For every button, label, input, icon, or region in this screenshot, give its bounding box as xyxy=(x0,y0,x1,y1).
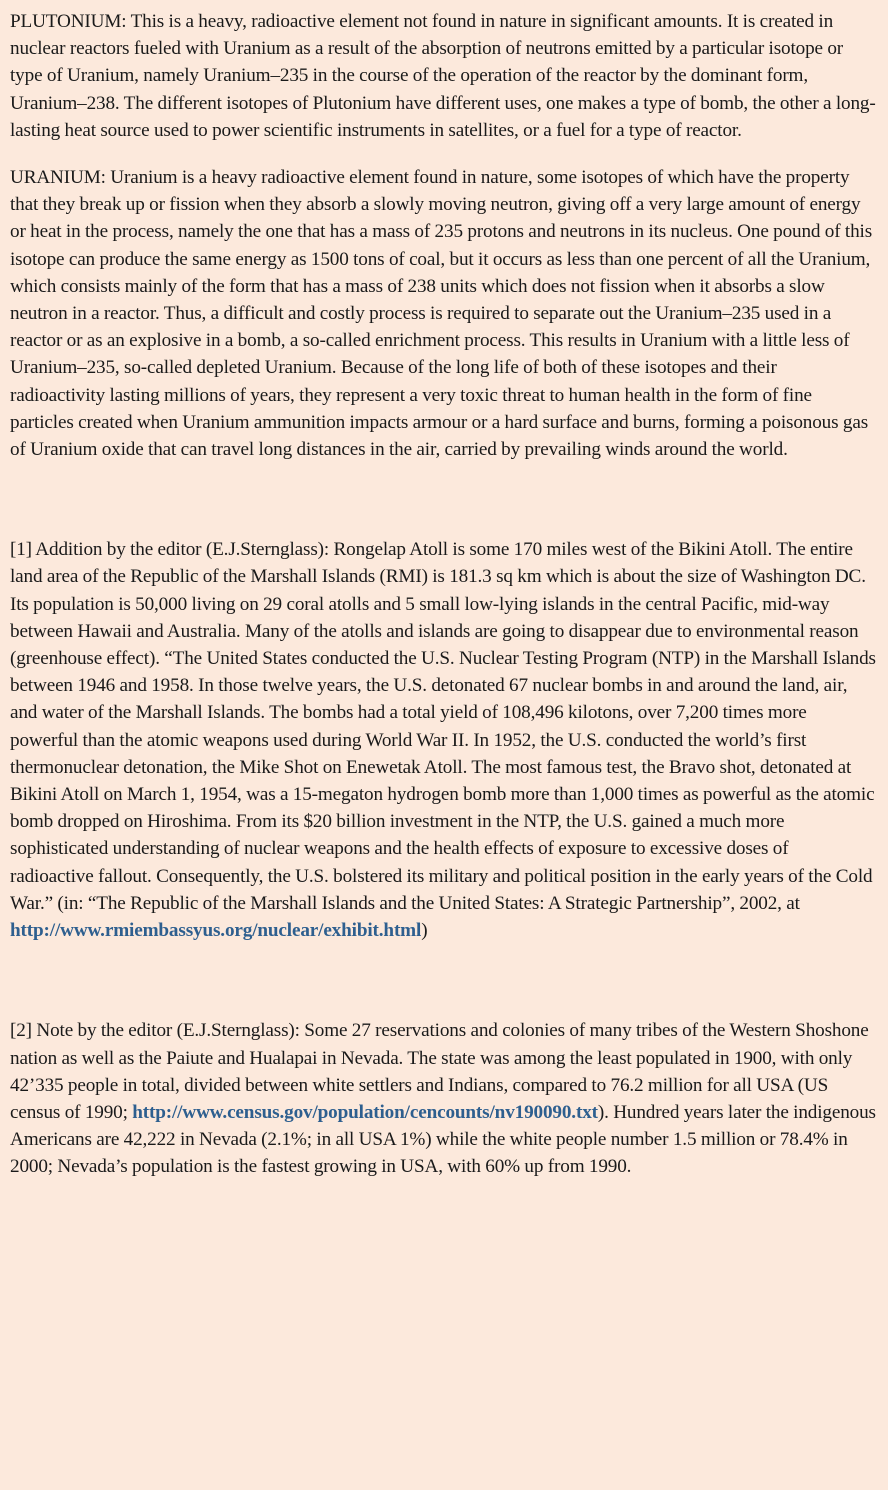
paragraph-plutonium: PLUTONIUM: This is a heavy, radioactive element not found in nature in significant amounts. It is created in nuclear reactors fueled with Uranium as a result of the absorption of neutrons emitted by a particular isotope or type of Uranium, namely Uranium–235 in the course of the operation of the reactor by the dominant form, Uranium–238. The different isotopes of Plutonium have different uses, one makes a type of bomb, the other a long-lasting heat source used to power scientific instruments in satellites, or a fuel for a type of reactor. xyxy=(10,11,876,141)
footnote-1-tail: ) xyxy=(421,920,428,942)
footnote-1 xyxy=(10,536,876,944)
footnote-1-link[interactable]: http://www.rmiembassyus.org/nuclear/exhibit.html xyxy=(10,920,422,942)
footnote-1-text: [1] Addition by the editor (E.J.Sternglass): Rongelap Atoll is some 170 miles west of the Bikini Atoll. The entire land area of the Republic of the Marshall Islands (RMI) is 181.3 sq km which is about the size of Washington DC. Its population is 50,000 living on 29 coral atolls and 5 small low-lying islands in the central Pacific, mid-way between Hawaii and Australia. Many of the atolls and islands are going to disappear due to environmental reason (greenhouse effect). “The United States conducted the U.S. Nuclear Testing Program (NTP) in the Marshall Islands between 1946 and 1958. In those twelve years, the U.S. detonated 67 nuclear bombs in and around the land, air, and water of the Marshall Islands. The bombs had a total yield of 108,496 kilotons, over 7,200 times more powerful than the atomic weapons used during World War II. In 1952, the U.S. conducted the world’s first thermonuclear detonation, the Mike Shot on Enewetak Atoll. The most famous test, the Bravo shot, detonated at Bikini Atoll on March 1, 1954, was a 15-megaton hydrogen bomb more than 1,000 times as powerful as the atomic bomb dropped on Hiroshima. From its $20 billion investment in the NTP, the U.S. gained a much more sophisticated understanding of nuclear weapons and the health effects of exposure to excessive doses of radioactive fallout. Consequently, the U.S. bolstered its military and political position in the early years of the Cold War.” (in: “The Republic of the Marshall Islands and the United States: A Strategic Partnership”, 2002, at xyxy=(10,539,876,914)
footnote-2-tail: ). Hundred years later the indigenous Americans are 42,222 in Nevada (2.1%; in all USA 1%) while the white people number 1.5 million or 78.4% in 2000; Nevada’s population is the fastest growing in USA, with 60% up from 1990. xyxy=(10,1101,876,1178)
paragraph-uranium: URANIUM: Uranium is a heavy radioactive element found in nature, some isotopes of which have the property that they break up or fission when they absorb a slowly moving neutron, giving off a very large amount of energy or heat in the process, namely the one that has a mass of 235 protons and neutrons in its nucleus. One pound of this isotope can produce the same energy as 1500 tons of coal, but it occurs as less than one percent of all the Uranium, which consists mainly of the form that has a mass of 238 units which does not fission when it absorbs a slow neutron in a reactor. Thus, a difficult and costly process is required to separate out the Uranium–235 used in a reactor or as an explosive in a bomb, a so-called enrichment process. This results in Uranium with a little less of Uranium–235, so-called depleted Uranium. Because of the long life of both of these isotopes and their radioactivity lasting millions of years, they represent a very toxic threat to human health in the form of fine particles created when Uranium ammunition impacts armour or a hard surface and burns, forming a poisonous gas of Uranium oxide that can travel long distances in the air, carried by prevailing winds around the world. xyxy=(10,167,873,461)
footnote-2-text: [2] Note by the editor (E.J.Sternglass): Some 27 reservations and colonies of many tribes of the Western Shoshone nation as well as the Paiute and Hualapai in Nevada. The state was among the least populated in 1900, with only 42’335 people in total, divided between white settlers and Indians, compared to 76.2 million for all USA (US census of 1990; xyxy=(10,1020,869,1123)
footnote-2 xyxy=(10,1017,876,1180)
footnote-2-link[interactable]: http://www.census.gov/population/cencounts/nv190090.txt xyxy=(132,1101,598,1123)
